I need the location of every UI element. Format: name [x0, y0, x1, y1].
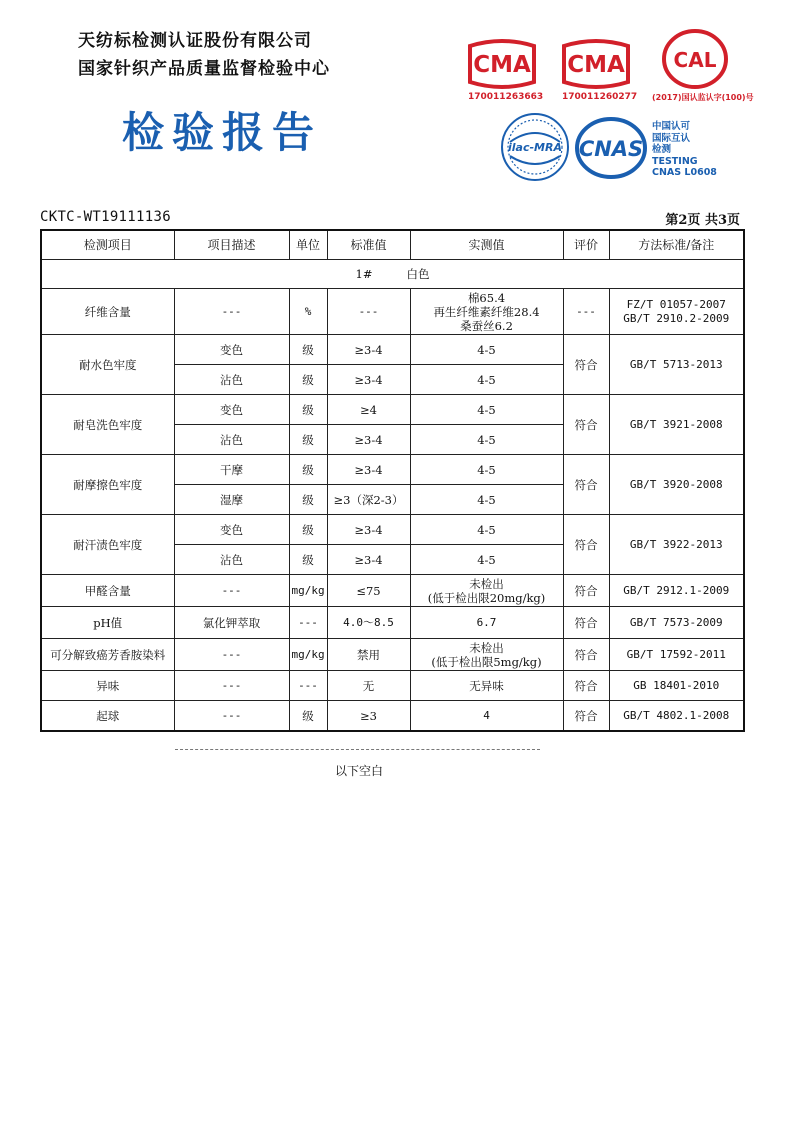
- report-title: 检验报告: [122, 108, 323, 157]
- desc-cell: 湿摩: [174, 485, 289, 515]
- method-cell: GB/T 5713-2013: [609, 335, 744, 395]
- col-header: 标准值: [327, 230, 410, 260]
- desc-cell: 沾色: [174, 425, 289, 455]
- std-cell: 4.0～8.5: [327, 607, 410, 639]
- result-cell: [410, 289, 563, 335]
- eval-cell: 符合: [563, 639, 609, 671]
- col-header: 方法标准/备注: [609, 230, 744, 260]
- result-cell: 无异味: [410, 671, 563, 701]
- table-header-row: [41, 230, 744, 260]
- table-row: [41, 335, 744, 365]
- unit-cell: mg/kg: [289, 575, 327, 607]
- table-row: [41, 515, 744, 545]
- col-header: 项目描述: [174, 230, 289, 260]
- item-cell: 纤维含量: [41, 289, 174, 335]
- sample-row: [41, 260, 744, 289]
- cma-number-2: 170011260277: [562, 92, 638, 102]
- unit-cell: ---: [289, 607, 327, 639]
- desc-cell: ---: [174, 701, 289, 732]
- col-header: 评价: [563, 230, 609, 260]
- result-cell: 4-5: [410, 485, 563, 515]
- table-row: [41, 575, 744, 607]
- item-cell: 可分解致癌芳香胺染料: [41, 639, 174, 671]
- cnas-line: CNAS L0608: [652, 167, 717, 178]
- col-header: 检测项目: [41, 230, 174, 260]
- method-cell: GB 18401-2010: [609, 671, 744, 701]
- results-table: [40, 229, 745, 732]
- cma-logo-1: [466, 38, 538, 90]
- cnas-line: 检测: [652, 144, 672, 155]
- cnas-caption: [652, 121, 717, 179]
- eval-cell: 符合: [563, 515, 609, 575]
- cnas-logo: [574, 116, 648, 180]
- desc-cell: 沾色: [174, 545, 289, 575]
- desc-cell: ---: [174, 671, 289, 701]
- std-cell: ≥3-4: [327, 545, 410, 575]
- unit-cell: mg/kg: [289, 639, 327, 671]
- item-cell: 甲醛含量: [41, 575, 174, 607]
- eval-cell: ---: [563, 289, 609, 335]
- desc-cell: 变色: [174, 335, 289, 365]
- item-cell: 起球: [41, 701, 174, 732]
- eval-cell: 符合: [563, 575, 609, 607]
- desc-cell: 干摩: [174, 455, 289, 485]
- result-line: 桑蚕丝6.2: [460, 318, 513, 333]
- report-number: CKTC-WT19111136: [40, 209, 171, 225]
- unit-cell: ---: [289, 671, 327, 701]
- std-cell: ≥3（深2-3）: [327, 485, 410, 515]
- end-note: 以下空白: [334, 764, 383, 778]
- table-row: [41, 395, 744, 425]
- cma-number-1: 170011263663: [468, 92, 544, 102]
- eval-cell: 符合: [563, 455, 609, 515]
- std-cell: ≥3: [327, 701, 410, 732]
- result-cell: 4-5: [410, 425, 563, 455]
- std-cell: ≥3-4: [327, 515, 410, 545]
- col-header: 实测值: [410, 230, 563, 260]
- cma-logo-2: [560, 38, 632, 90]
- sample-cell: [41, 260, 744, 289]
- eval-cell: 符合: [563, 701, 609, 732]
- cnas-line: 中国认可: [652, 121, 691, 132]
- method-cell: GB/T 3920-2008: [609, 455, 744, 515]
- table-row: [41, 607, 744, 639]
- unit-cell: 级: [289, 485, 327, 515]
- std-cell: ≥3-4: [327, 335, 410, 365]
- std-cell: ≥3-4: [327, 365, 410, 395]
- end-divider: [175, 749, 540, 750]
- method-cell: GB/T 2912.1-2009: [609, 575, 744, 607]
- result-cell: 4-5: [410, 395, 563, 425]
- result-cell: 4-5: [410, 545, 563, 575]
- result-cell: [410, 639, 563, 671]
- result-cell: 4-5: [410, 455, 563, 485]
- method-cell: GB/T 17592-2011: [609, 639, 744, 671]
- unit-cell: 级: [289, 395, 327, 425]
- result-line: 再生纤维素纤维28.4: [433, 304, 540, 319]
- desc-cell: ---: [174, 289, 289, 335]
- col-header: 单位: [289, 230, 327, 260]
- eval-cell: 符合: [563, 335, 609, 395]
- item-cell: 耐摩擦色牢度: [41, 455, 174, 515]
- method-cell: GB/T 3922-2013: [609, 515, 744, 575]
- method-line: GB/T 2910.2-2009: [623, 311, 730, 325]
- method-cell: GB/T 4802.1-2008: [609, 701, 744, 732]
- cal-logo-text: CAL: [673, 48, 717, 72]
- eval-cell: 符合: [563, 607, 609, 639]
- desc-cell: 沾色: [174, 365, 289, 395]
- std-cell: 禁用: [327, 639, 410, 671]
- unit-cell: 级: [289, 545, 327, 575]
- table-row: [41, 701, 744, 732]
- cal-logo: [660, 28, 730, 90]
- unit-cell: %: [289, 289, 327, 335]
- item-cell: 耐水色牢度: [41, 335, 174, 395]
- method-cell: GB/T 3921-2008: [609, 395, 744, 455]
- desc-cell: ---: [174, 575, 289, 607]
- result-cell: 4-5: [410, 335, 563, 365]
- std-cell: ≤75: [327, 575, 410, 607]
- cma-logo-2-text: CMA: [567, 52, 625, 78]
- org-name: 天纺标检测认证股份有限公司: [78, 31, 312, 51]
- page-number: 第2页 共3页: [665, 213, 740, 228]
- result-cell: [410, 575, 563, 607]
- unit-cell: 级: [289, 455, 327, 485]
- table-row: [41, 639, 744, 671]
- item-cell: 异味: [41, 671, 174, 701]
- method-line: FZ/T 01057-2007: [626, 297, 726, 311]
- unit-cell: 级: [289, 515, 327, 545]
- eval-cell: 符合: [563, 395, 609, 455]
- desc-cell: 变色: [174, 515, 289, 545]
- desc-cell: ---: [174, 639, 289, 671]
- std-cell: ≥3-4: [327, 455, 410, 485]
- cnas-line: TESTING: [652, 155, 698, 167]
- result-cell: 4-5: [410, 365, 563, 395]
- std-cell: ---: [327, 289, 410, 335]
- result-line: 未检出: [469, 576, 504, 591]
- cma-logo-1-text: CMA: [473, 52, 531, 78]
- ilac-mra-text: ilac-MRA: [508, 141, 562, 154]
- method-cell: GB/T 7573-2009: [609, 607, 744, 639]
- method-cell: [609, 289, 744, 335]
- sample-id: 1#: [355, 267, 373, 281]
- result-line: (低于检出限20mg/kg): [427, 590, 546, 605]
- eval-cell: 符合: [563, 671, 609, 701]
- table-row: [41, 671, 744, 701]
- result-cell: 6.7: [410, 607, 563, 639]
- std-cell: ≥4: [327, 395, 410, 425]
- item-cell: pH值: [41, 607, 174, 639]
- unit-cell: 级: [289, 365, 327, 395]
- item-cell: 耐汗渍色牢度: [41, 515, 174, 575]
- ilac-mra-logo: [500, 112, 570, 182]
- table-row: [41, 289, 744, 335]
- desc-cell: 氯化钾萃取: [174, 607, 289, 639]
- table-row: [41, 455, 744, 485]
- result-line: 棉65.4: [467, 290, 506, 305]
- cnas-line: 国际互认: [652, 132, 691, 144]
- result-cell: 4-5: [410, 515, 563, 545]
- org-subname: 国家针织产品质量监督检验中心: [78, 59, 330, 79]
- result-cell: 4: [410, 701, 563, 732]
- sample-color: 白色: [406, 267, 430, 281]
- std-cell: ≥3-4: [327, 425, 410, 455]
- unit-cell: 级: [289, 425, 327, 455]
- item-cell: 耐皂洗色牢度: [41, 395, 174, 455]
- desc-cell: 变色: [174, 395, 289, 425]
- unit-cell: 级: [289, 701, 327, 732]
- std-cell: 无: [327, 671, 410, 701]
- unit-cell: 级: [289, 335, 327, 365]
- cal-caption: (2017)国认监认字(100)号: [652, 93, 754, 102]
- result-line: 未检出: [469, 640, 504, 655]
- cnas-logo-text: CNAS: [578, 137, 644, 161]
- result-line: (低于检出限5mg/kg): [431, 654, 542, 669]
